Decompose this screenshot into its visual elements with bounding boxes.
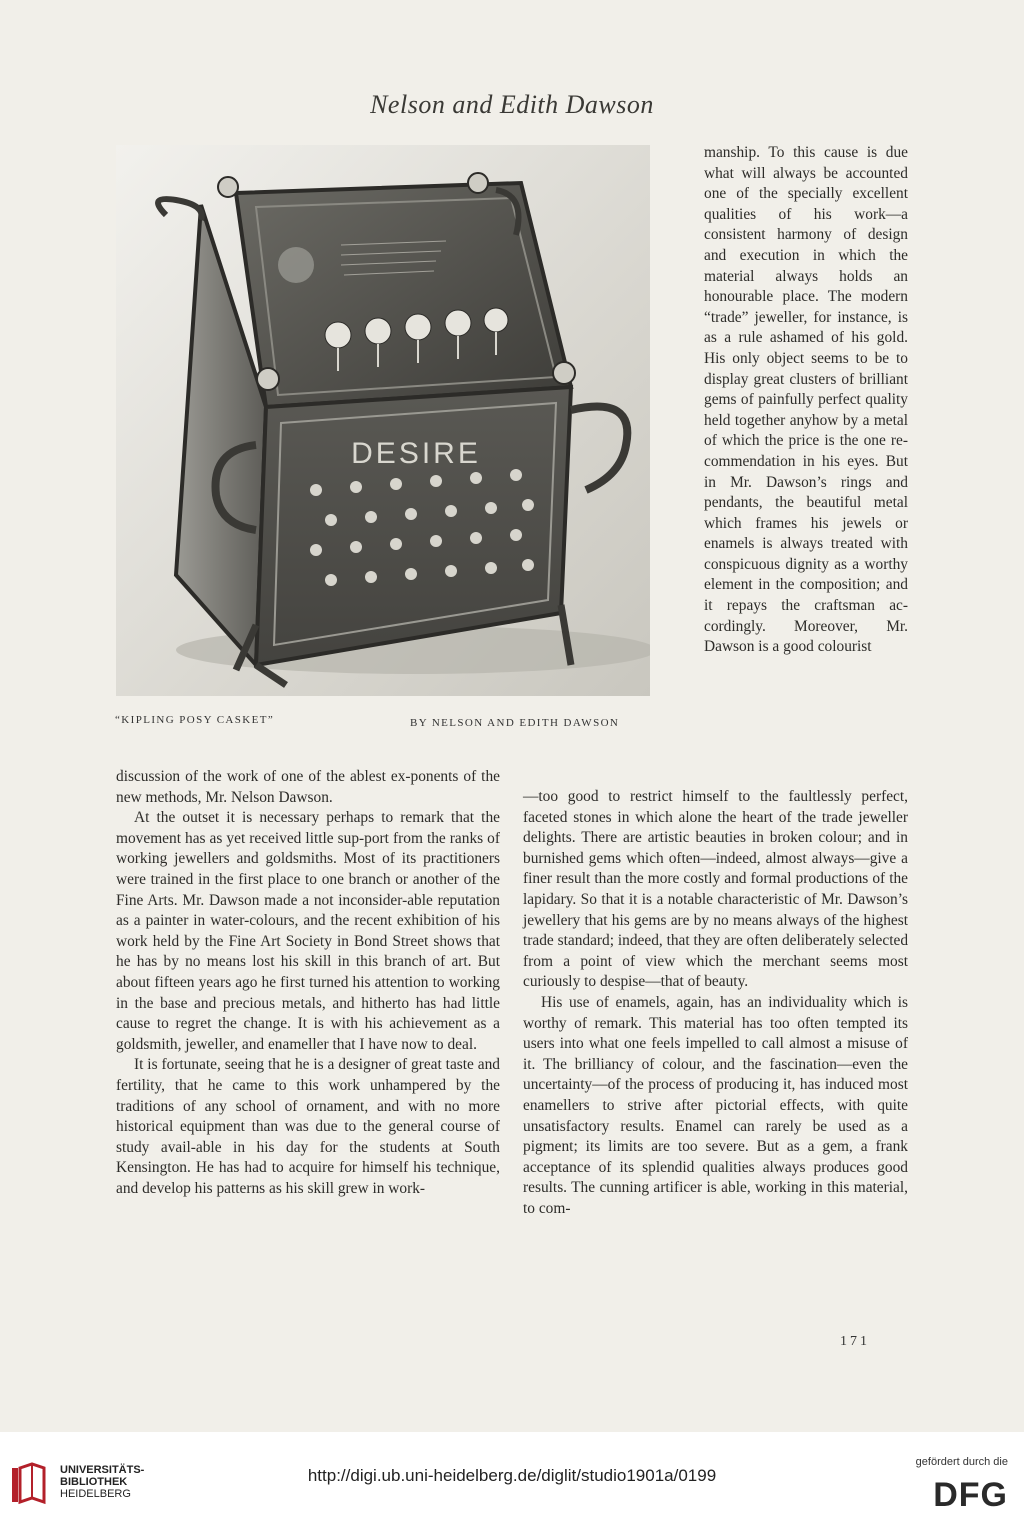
plate-caption-title: “KIPLING POSY CASKET” [115, 714, 275, 726]
left-column [116, 767, 500, 1199]
casket-illustration [116, 145, 650, 696]
right-paragraph-1: —too good to restrict himself to the faultlessly perfect, faceted stones in which alone the heart of the trade jeweller delights. There are artistic beauties in broken colour; and in burnished gems which often—indeed, almost always—give a finer result than the more costly and formal productions of the lapidary. So that it is a notable characteristic of Mr. Dawson’s jewellery that his gems are by no means always of the highest trade standard; indeed, that they are often deliberately selected from a point of view which the merchant seems most curiously to despise—that of beauty. [523, 788, 909, 991]
funding-note: gefördert durch die [915, 1456, 1008, 1468]
right-paragraph-2: His use of enamels, again, has an individuality which is worthy of remark. This material has too often tempted its users into what one feels impelled to call almost a misuse of it. The brilliancy of colour, and the fascination—even the uncertainty—of the process of producing it, has induced most enamellers to strive after pictorial effects, with quite unsatisfactory results. Enamel can rarely be used as a pigment; its limits are too severe. But as a gem, a frank acceptance of its splendid qualities always produces good results. The cunning artificer is able, working in this material, to com- [523, 993, 908, 1217]
plate-caption-credit: BY NELSON AND EDITH DAWSON [410, 717, 620, 729]
left-paragraph-2: At the outset it is necessary perhaps to remark that the movement has as yet received little sup-port from the ranks of working jewellers and goldsmiths. Most of its practitioners were trained in the first place to one branch or another of the Fine Arts. Mr. Dawson made a not inconsider-able reputation as a painter in water-colours, and the recent exhibition of his work held by the Fine Art Society in Bond Street shows that he has by no means lost his skill in this branch of art. But about fifteen years ago he first turned his attention to working in the base and precious metals, and hitherto has had little cause to regret the change. It is with his achievement as a goldsmith, jeweller, and enameller that I have now to deal. [116, 809, 500, 1053]
page-number: 171 [840, 1334, 870, 1349]
digitization-footer [0, 1432, 1024, 1519]
casket-photograph [116, 145, 650, 696]
library-name-line-3: HEIDELBERG [60, 1488, 131, 1500]
right-column [523, 787, 908, 1219]
library-name-line-2: BIBLIOTHEK [60, 1476, 128, 1488]
funder-logo: DFG [933, 1476, 1008, 1514]
left-paragraph-3: It is fortunate, seeing that he is a designer of great taste and fertility, that he came to this work unhampered by the traditions of any school of ornament, and with no more historical equipment than was due to the general course of study avail-able in his day for the students at South Kensington. He has had to acquire for himself his technique, and develop his patterns as his skill grew in work- [116, 1056, 500, 1197]
casket-inscription: DESIRE [351, 437, 481, 470]
source-url-link[interactable]: http://digi.ub.uni-heidelberg.de/diglit/studio1901a/0199 [307, 1466, 717, 1485]
side-column [704, 143, 908, 658]
left-paragraph-1: discussion of the work of one of the ablest ex-ponents of the new methods, Mr. Nelson Dawson. [116, 768, 500, 806]
running-head: Nelson and Edith Dawson [370, 90, 654, 119]
side-paragraph: manship. To this cause is due what will always be accounted one of the specially excellent qualities of his work—a consistent harmony of design and execution in which the material always holds an honourable place. The modern “trade” jeweller, for instance, is as a rule ashamed of his gold. His only object seems to be to display great clusters of brilliant gems of painfully perfect quality held together anyhow by a metal of which the price is the one re-commendation in his eyes. But in Mr. Dawson’s rings and pendants, the beautiful metal which frames his jewels or enamels is always treated with conspicuous dignity as a worthy element in the composition; and it repays the craftsman ac-cordingly. Moreover, Mr. Dawson is a good colourist [704, 144, 908, 656]
library-name-line-1: UNIVERSITÄTS- [60, 1464, 145, 1476]
